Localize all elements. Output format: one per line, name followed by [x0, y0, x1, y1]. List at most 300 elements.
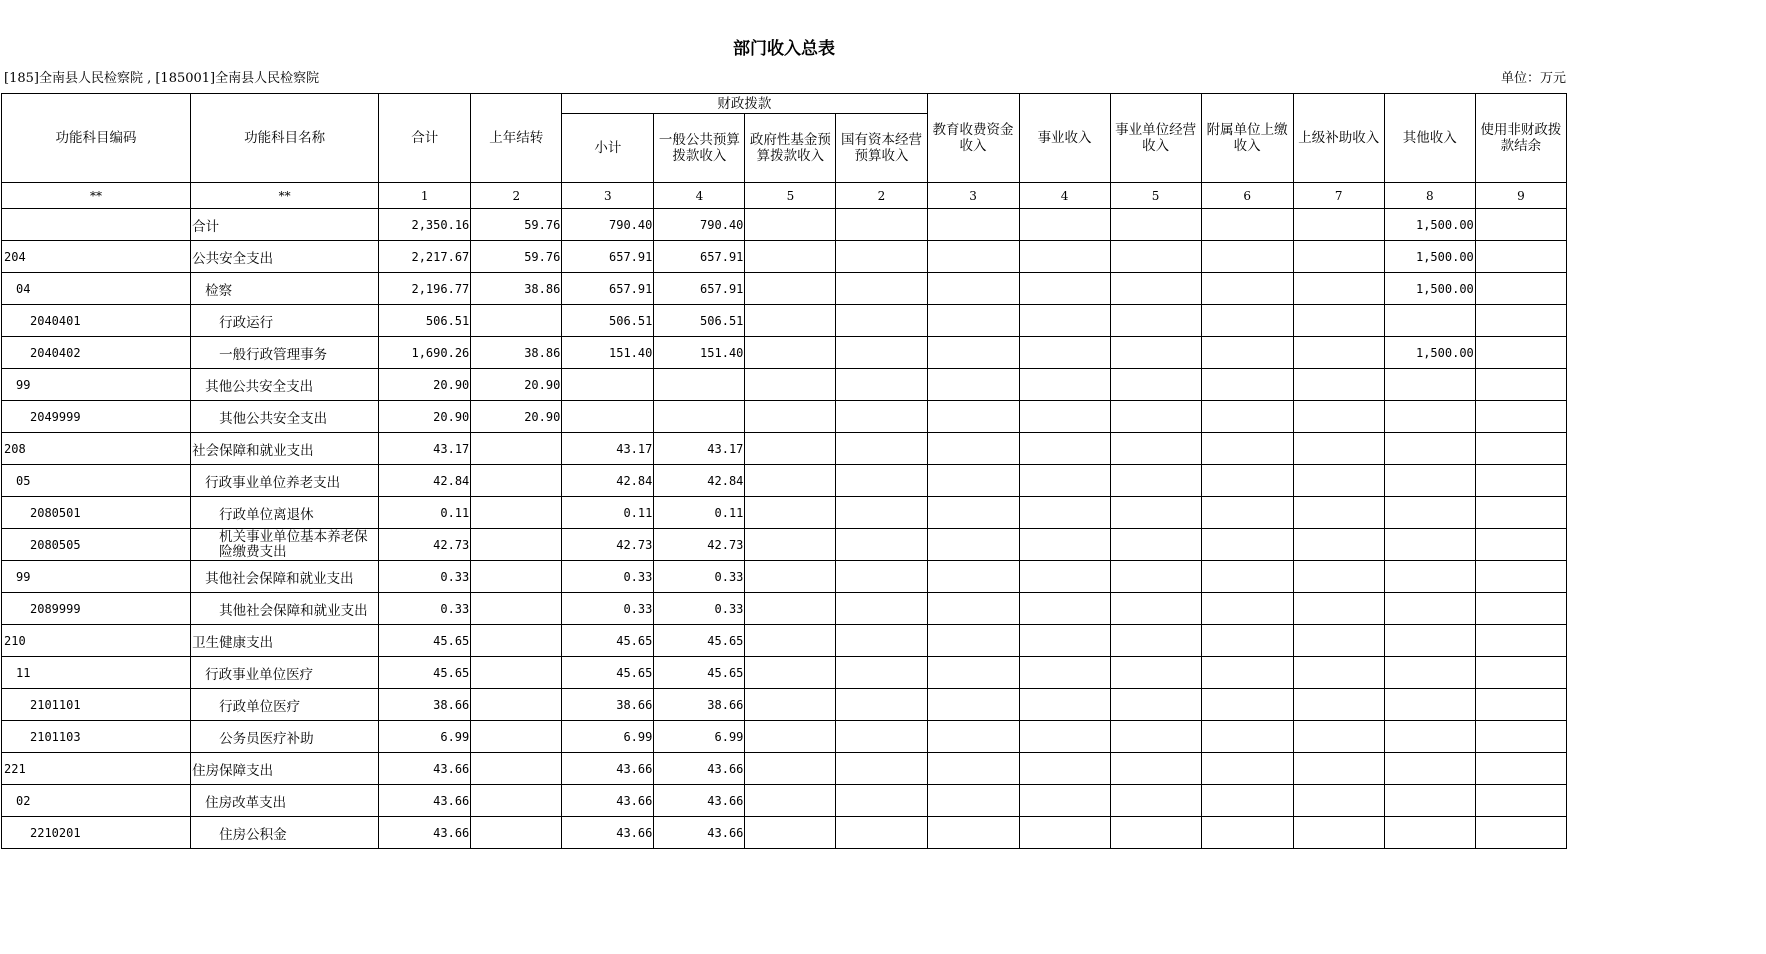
total-cell: 43.66	[379, 753, 471, 785]
carryover-cell	[471, 785, 562, 817]
operating-income-cell	[1110, 497, 1201, 529]
other-income-cell	[1384, 657, 1475, 689]
subsidiary-income-cell	[1201, 241, 1293, 273]
total-cell: 20.90	[379, 369, 471, 401]
subtotal-cell: 43.66	[562, 817, 654, 849]
total-cell: 2,196.77	[379, 273, 471, 305]
other-income-cell: 1,500.00	[1384, 337, 1475, 369]
general-budget-cell: 45.65	[654, 625, 745, 657]
code-cell: 05	[2, 465, 191, 497]
non-fiscal-balance-cell	[1475, 529, 1566, 561]
superior-subsidy-cell	[1293, 529, 1384, 561]
total-cell: 0.11	[379, 497, 471, 529]
index-cell: **	[191, 183, 379, 209]
education-fee-cell	[927, 273, 1019, 305]
carryover-cell	[471, 529, 562, 561]
table-row	[2, 273, 1567, 305]
gov-fund-cell	[745, 625, 836, 657]
superior-subsidy-cell	[1293, 721, 1384, 753]
business-income-cell	[1019, 305, 1110, 337]
subsidiary-income-cell	[1201, 305, 1293, 337]
subtotal-cell: 790.40	[562, 209, 654, 241]
carryover-cell	[471, 817, 562, 849]
operating-income-cell	[1110, 273, 1201, 305]
subtotal-cell: 506.51	[562, 305, 654, 337]
gov-fund-cell	[745, 785, 836, 817]
education-fee-cell	[927, 753, 1019, 785]
subsidiary-income-cell	[1201, 817, 1293, 849]
gov-fund-cell	[745, 657, 836, 689]
subtotal-cell: 151.40	[562, 337, 654, 369]
other-income-cell	[1384, 689, 1475, 721]
education-fee-cell	[927, 529, 1019, 561]
superior-subsidy-cell	[1293, 497, 1384, 529]
non-fiscal-balance-cell	[1475, 689, 1566, 721]
operating-income-cell	[1110, 561, 1201, 593]
other-income-cell	[1384, 497, 1475, 529]
operating-income-cell	[1110, 305, 1201, 337]
general-budget-cell: 42.73	[654, 529, 745, 561]
non-fiscal-balance-cell	[1475, 593, 1566, 625]
gov-fund-cell	[745, 209, 836, 241]
other-income-cell	[1384, 561, 1475, 593]
index-cell: 8	[1384, 183, 1475, 209]
subsidiary-income-cell	[1201, 721, 1293, 753]
state-capital-cell	[836, 817, 927, 849]
income-table	[1, 93, 1567, 849]
table-row	[2, 241, 1567, 273]
name-cell: 其他社会保障和就业支出	[191, 593, 379, 625]
superior-subsidy-cell	[1293, 625, 1384, 657]
table-row	[2, 465, 1567, 497]
code-cell: 11	[2, 657, 191, 689]
table-row	[2, 369, 1567, 401]
name-cell: 卫生健康支出	[191, 625, 379, 657]
superior-subsidy-cell	[1293, 657, 1384, 689]
header-operating-income: 事业单位经营收入	[1110, 94, 1201, 183]
operating-income-cell	[1110, 689, 1201, 721]
name-cell: 公务员医疗补助	[191, 721, 379, 753]
business-income-cell	[1019, 721, 1110, 753]
header-gov-fund: 政府性基金预算拨款收入	[745, 114, 836, 183]
carryover-cell: 59.76	[471, 241, 562, 273]
carryover-cell	[471, 465, 562, 497]
operating-income-cell	[1110, 753, 1201, 785]
name-cell: 一般行政管理事务	[191, 337, 379, 369]
carryover-cell	[471, 625, 562, 657]
general-budget-cell: 43.17	[654, 433, 745, 465]
education-fee-cell	[927, 625, 1019, 657]
carryover-cell: 59.76	[471, 209, 562, 241]
education-fee-cell	[927, 369, 1019, 401]
general-budget-cell: 0.11	[654, 497, 745, 529]
other-income-cell	[1384, 433, 1475, 465]
subtotal-cell: 657.91	[562, 241, 654, 273]
index-cell: 5	[745, 183, 836, 209]
education-fee-cell	[927, 337, 1019, 369]
superior-subsidy-cell	[1293, 209, 1384, 241]
business-income-cell	[1019, 465, 1110, 497]
carryover-cell: 20.90	[471, 401, 562, 433]
subsidiary-income-cell	[1201, 593, 1293, 625]
state-capital-cell	[836, 689, 927, 721]
code-cell: 02	[2, 785, 191, 817]
gov-fund-cell	[745, 241, 836, 273]
subtotal-cell: 657.91	[562, 273, 654, 305]
code-cell: 210	[2, 625, 191, 657]
education-fee-cell	[927, 593, 1019, 625]
code-cell: 221	[2, 753, 191, 785]
state-capital-cell	[836, 497, 927, 529]
general-budget-cell: 790.40	[654, 209, 745, 241]
business-income-cell	[1019, 689, 1110, 721]
superior-subsidy-cell	[1293, 753, 1384, 785]
total-cell: 2,350.16	[379, 209, 471, 241]
operating-income-cell	[1110, 465, 1201, 497]
business-income-cell	[1019, 369, 1110, 401]
state-capital-cell	[836, 241, 927, 273]
non-fiscal-balance-cell	[1475, 337, 1566, 369]
subtotal-cell	[562, 369, 654, 401]
state-capital-cell	[836, 625, 927, 657]
total-cell: 43.66	[379, 785, 471, 817]
name-cell: 行政事业单位养老支出	[191, 465, 379, 497]
table-row	[2, 433, 1567, 465]
operating-income-cell	[1110, 625, 1201, 657]
total-cell: 20.90	[379, 401, 471, 433]
state-capital-cell	[836, 753, 927, 785]
code-cell: 2101103	[2, 721, 191, 753]
subtotal-cell: 43.66	[562, 753, 654, 785]
subtotal-cell: 45.65	[562, 657, 654, 689]
table-row	[2, 785, 1567, 817]
name-cell: 其他公共安全支出	[191, 401, 379, 433]
other-income-cell	[1384, 817, 1475, 849]
state-capital-cell	[836, 401, 927, 433]
other-income-cell: 1,500.00	[1384, 273, 1475, 305]
total-cell: 42.73	[379, 529, 471, 561]
total-cell: 0.33	[379, 593, 471, 625]
carryover-cell	[471, 433, 562, 465]
superior-subsidy-cell	[1293, 401, 1384, 433]
subtotal-cell: 42.84	[562, 465, 654, 497]
non-fiscal-balance-cell	[1475, 657, 1566, 689]
total-cell: 38.66	[379, 689, 471, 721]
gov-fund-cell	[745, 529, 836, 561]
subtotal-cell: 0.33	[562, 561, 654, 593]
subsidiary-income-cell	[1201, 497, 1293, 529]
operating-income-cell	[1110, 209, 1201, 241]
operating-income-cell	[1110, 401, 1201, 433]
superior-subsidy-cell	[1293, 817, 1384, 849]
carryover-cell	[471, 305, 562, 337]
header-total: 合计	[379, 94, 471, 183]
unit-label: 单位：万元	[1500, 71, 1566, 86]
total-cell: 43.17	[379, 433, 471, 465]
subtotal-cell: 0.33	[562, 593, 654, 625]
general-budget-cell	[654, 369, 745, 401]
name-cell: 合计	[191, 209, 379, 241]
operating-income-cell	[1110, 721, 1201, 753]
other-income-cell	[1384, 593, 1475, 625]
subtotal-cell: 42.73	[562, 529, 654, 561]
table-row	[2, 561, 1567, 593]
other-income-cell	[1384, 625, 1475, 657]
carryover-cell	[471, 721, 562, 753]
business-income-cell	[1019, 497, 1110, 529]
general-budget-cell: 42.84	[654, 465, 745, 497]
table-row	[2, 529, 1567, 561]
general-budget-cell: 657.91	[654, 241, 745, 273]
non-fiscal-balance-cell	[1475, 785, 1566, 817]
index-cell: 5	[1110, 183, 1201, 209]
non-fiscal-balance-cell	[1475, 497, 1566, 529]
index-cell: 2	[471, 183, 562, 209]
carryover-cell	[471, 689, 562, 721]
state-capital-cell	[836, 721, 927, 753]
gov-fund-cell	[745, 465, 836, 497]
code-cell: 2080505	[2, 529, 191, 561]
code-cell: 204	[2, 241, 191, 273]
state-capital-cell	[836, 593, 927, 625]
code-cell: 2040402	[2, 337, 191, 369]
superior-subsidy-cell	[1293, 561, 1384, 593]
other-income-cell	[1384, 529, 1475, 561]
operating-income-cell	[1110, 593, 1201, 625]
subsidiary-income-cell	[1201, 209, 1293, 241]
superior-subsidy-cell	[1293, 337, 1384, 369]
subsidiary-income-cell	[1201, 785, 1293, 817]
non-fiscal-balance-cell	[1475, 369, 1566, 401]
subtotal-cell: 43.66	[562, 785, 654, 817]
code-cell: 2049999	[2, 401, 191, 433]
gov-fund-cell	[745, 273, 836, 305]
operating-income-cell	[1110, 529, 1201, 561]
page-title: 部门收入总表	[733, 39, 835, 59]
index-cell: 2	[836, 183, 927, 209]
name-cell: 住房改革支出	[191, 785, 379, 817]
business-income-cell	[1019, 657, 1110, 689]
state-capital-cell	[836, 273, 927, 305]
state-capital-cell	[836, 785, 927, 817]
gov-fund-cell	[745, 561, 836, 593]
non-fiscal-balance-cell	[1475, 401, 1566, 433]
subtotal-cell: 6.99	[562, 721, 654, 753]
name-cell: 行政单位医疗	[191, 689, 379, 721]
business-income-cell	[1019, 241, 1110, 273]
business-income-cell	[1019, 753, 1110, 785]
header-code: 功能科目编码	[2, 94, 191, 183]
index-cell: 4	[1019, 183, 1110, 209]
non-fiscal-balance-cell	[1475, 241, 1566, 273]
name-cell: 行政单位离退休	[191, 497, 379, 529]
non-fiscal-balance-cell	[1475, 561, 1566, 593]
education-fee-cell	[927, 561, 1019, 593]
subsidiary-income-cell	[1201, 625, 1293, 657]
total-cell: 6.99	[379, 721, 471, 753]
superior-subsidy-cell	[1293, 241, 1384, 273]
gov-fund-cell	[745, 305, 836, 337]
operating-income-cell	[1110, 433, 1201, 465]
non-fiscal-balance-cell	[1475, 721, 1566, 753]
header-business-income: 事业收入	[1019, 94, 1110, 183]
non-fiscal-balance-cell	[1475, 625, 1566, 657]
general-budget-cell: 43.66	[654, 785, 745, 817]
total-cell: 43.66	[379, 817, 471, 849]
non-fiscal-balance-cell	[1475, 753, 1566, 785]
gov-fund-cell	[745, 369, 836, 401]
general-budget-cell: 506.51	[654, 305, 745, 337]
non-fiscal-balance-cell	[1475, 209, 1566, 241]
total-cell: 42.84	[379, 465, 471, 497]
code-cell: 208	[2, 433, 191, 465]
state-capital-cell	[836, 305, 927, 337]
superior-subsidy-cell	[1293, 689, 1384, 721]
carryover-cell	[471, 753, 562, 785]
index-cell: 6	[1201, 183, 1293, 209]
code-cell: 2040401	[2, 305, 191, 337]
business-income-cell	[1019, 529, 1110, 561]
carryover-cell: 38.86	[471, 273, 562, 305]
total-cell: 0.33	[379, 561, 471, 593]
state-capital-cell	[836, 433, 927, 465]
business-income-cell	[1019, 625, 1110, 657]
operating-income-cell	[1110, 369, 1201, 401]
general-budget-cell: 657.91	[654, 273, 745, 305]
superior-subsidy-cell	[1293, 273, 1384, 305]
carryover-cell	[471, 497, 562, 529]
non-fiscal-balance-cell	[1475, 465, 1566, 497]
gov-fund-cell	[745, 401, 836, 433]
business-income-cell	[1019, 561, 1110, 593]
business-income-cell	[1019, 433, 1110, 465]
state-capital-cell	[836, 209, 927, 241]
table-row	[2, 657, 1567, 689]
general-budget-cell	[654, 401, 745, 433]
gov-fund-cell	[745, 817, 836, 849]
general-budget-cell: 6.99	[654, 721, 745, 753]
education-fee-cell	[927, 209, 1019, 241]
index-cell: 9	[1475, 183, 1566, 209]
superior-subsidy-cell	[1293, 465, 1384, 497]
general-budget-cell: 38.66	[654, 689, 745, 721]
code-cell	[2, 209, 191, 241]
subsidiary-income-cell	[1201, 273, 1293, 305]
gov-fund-cell	[745, 497, 836, 529]
name-cell: 检察	[191, 273, 379, 305]
column-index-row	[2, 183, 1567, 209]
general-budget-cell: 45.65	[654, 657, 745, 689]
total-cell: 506.51	[379, 305, 471, 337]
business-income-cell	[1019, 401, 1110, 433]
state-capital-cell	[836, 561, 927, 593]
name-cell: 社会保障和就业支出	[191, 433, 379, 465]
subsidiary-income-cell	[1201, 753, 1293, 785]
operating-income-cell	[1110, 241, 1201, 273]
superior-subsidy-cell	[1293, 433, 1384, 465]
subsidiary-income-cell	[1201, 657, 1293, 689]
other-income-cell	[1384, 401, 1475, 433]
carryover-cell: 38.86	[471, 337, 562, 369]
subsidiary-income-cell	[1201, 337, 1293, 369]
header-fiscal-group: 财政拨款	[562, 94, 927, 114]
table-row	[2, 337, 1567, 369]
carryover-cell	[471, 657, 562, 689]
education-fee-cell	[927, 305, 1019, 337]
business-income-cell	[1019, 273, 1110, 305]
other-income-cell: 1,500.00	[1384, 209, 1475, 241]
header-carryover: 上年结转	[471, 94, 562, 183]
education-fee-cell	[927, 785, 1019, 817]
general-budget-cell: 151.40	[654, 337, 745, 369]
superior-subsidy-cell	[1293, 593, 1384, 625]
education-fee-cell	[927, 721, 1019, 753]
code-cell: 2101101	[2, 689, 191, 721]
header-non-fiscal-balance: 使用非财政拨款结余	[1475, 94, 1566, 183]
other-income-cell	[1384, 465, 1475, 497]
table-row	[2, 753, 1567, 785]
index-cell: 3	[927, 183, 1019, 209]
table-row	[2, 625, 1567, 657]
education-fee-cell	[927, 241, 1019, 273]
header-subtotal: 小计	[562, 114, 654, 183]
superior-subsidy-cell	[1293, 785, 1384, 817]
general-budget-cell: 43.66	[654, 817, 745, 849]
index-cell: **	[2, 183, 191, 209]
gov-fund-cell	[745, 337, 836, 369]
table-row	[2, 305, 1567, 337]
name-cell: 住房公积金	[191, 817, 379, 849]
index-cell: 7	[1293, 183, 1384, 209]
name-cell: 公共安全支出	[191, 241, 379, 273]
code-cell: 04	[2, 273, 191, 305]
table-row	[2, 209, 1567, 241]
table-row	[2, 721, 1567, 753]
table-row	[2, 817, 1567, 849]
code-cell: 2089999	[2, 593, 191, 625]
subtotal-cell: 43.17	[562, 433, 654, 465]
operating-income-cell	[1110, 337, 1201, 369]
other-income-cell	[1384, 753, 1475, 785]
gov-fund-cell	[745, 689, 836, 721]
subtotal-cell: 0.11	[562, 497, 654, 529]
education-fee-cell	[927, 497, 1019, 529]
operating-income-cell	[1110, 817, 1201, 849]
state-capital-cell	[836, 369, 927, 401]
header-superior-subsidy: 上级补助收入	[1293, 94, 1384, 183]
subsidiary-income-cell	[1201, 561, 1293, 593]
header-subsidiary-income: 附属单位上缴收入	[1201, 94, 1293, 183]
general-budget-cell: 43.66	[654, 753, 745, 785]
carryover-cell: 20.90	[471, 369, 562, 401]
name-cell: 行政运行	[191, 305, 379, 337]
operating-income-cell	[1110, 785, 1201, 817]
other-income-cell	[1384, 369, 1475, 401]
index-cell: 3	[562, 183, 654, 209]
education-fee-cell	[927, 817, 1019, 849]
gov-fund-cell	[745, 433, 836, 465]
operating-income-cell	[1110, 657, 1201, 689]
superior-subsidy-cell	[1293, 305, 1384, 337]
header-state-capital: 国有资本经营预算收入	[836, 114, 927, 183]
code-cell: 2210201	[2, 817, 191, 849]
code-cell: 99	[2, 369, 191, 401]
index-cell: 4	[654, 183, 745, 209]
table-row	[2, 689, 1567, 721]
non-fiscal-balance-cell	[1475, 817, 1566, 849]
subtotal-cell: 38.66	[562, 689, 654, 721]
non-fiscal-balance-cell	[1475, 273, 1566, 305]
